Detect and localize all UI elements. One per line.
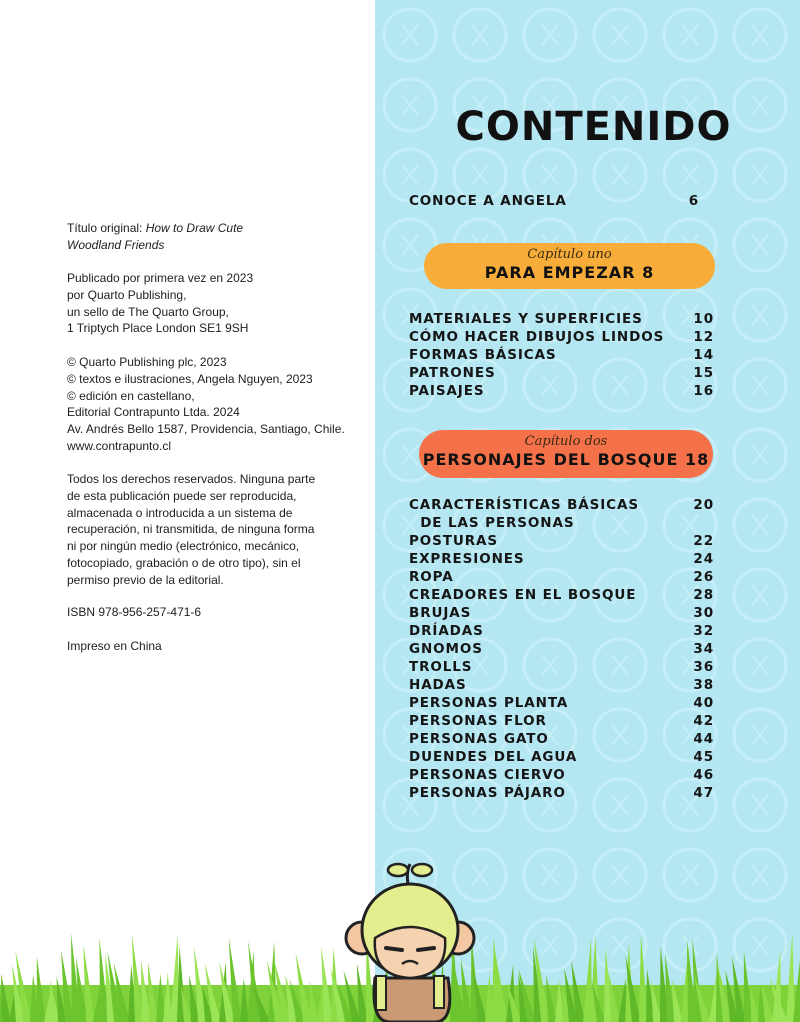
toc-entry-intro[interactable] (409, 193, 699, 211)
toc-entry-page: 45 (693, 749, 714, 765)
toc-entry[interactable] (409, 605, 714, 623)
toc-entry-page: 44 (693, 731, 714, 747)
copyright-line: © edición en castellano, (67, 388, 195, 403)
chapter2-heading[interactable] (419, 430, 713, 478)
toc-entry-label: DUENDES DEL AGUA (409, 749, 578, 765)
toc-entry-page: 10 (693, 311, 714, 327)
toc-entry-page: 14 (693, 347, 714, 363)
toc-entry[interactable] (409, 641, 714, 659)
toc-entry[interactable] (409, 551, 714, 569)
toc-entry-label: PERSONAS PÁJARO (409, 785, 566, 801)
toc-entry[interactable] (409, 623, 714, 641)
rights-line: fotocopiado, grabación o de otro tipo), sin el (67, 555, 301, 570)
rights-block (67, 471, 357, 589)
chapter1-heading[interactable] (424, 243, 715, 289)
chapter2-title: PERSONAJES DEL BOSQUE 18 (422, 450, 710, 469)
original-title-label: Título original: (67, 221, 143, 235)
publication-line: Publicado por primera vez en 2023 (67, 271, 254, 285)
toc-entry[interactable] (409, 713, 714, 731)
toc-entry-page: 28 (693, 587, 714, 603)
toc-entry-page: 12 (693, 329, 714, 345)
toc-entry-label: PERSONAS CIERVO (409, 767, 566, 783)
toc-entry[interactable] (409, 533, 714, 551)
publication-line: 1 Triptych Place London SE1 9SH (67, 321, 249, 336)
toc-entry-label: GNOMOS (409, 641, 483, 657)
copyright-line: © textos e ilustraciones, Angela Nguyen, 2023 (67, 371, 313, 386)
copyright-block (67, 354, 357, 455)
toc-entry-label: PAISAJES (409, 383, 485, 399)
toc-entry[interactable] (409, 311, 714, 329)
toc-entry-label: POSTURAS (409, 533, 499, 549)
chapter1-caption: Capítulo uno (527, 247, 612, 262)
rights-line: de esta publicación puede ser reproducida, (67, 488, 297, 503)
copyright-line: Av. Andrés Bello 1587, Providencia, Santiago, Chile. (67, 422, 345, 437)
toc-entry-label: PERSONAS FLOR (409, 713, 547, 729)
toc-entry[interactable] (409, 569, 714, 587)
toc-entry-page: 16 (693, 383, 714, 399)
toc-entry-label: CARACTERÍSTICAS BÁSICAS (409, 497, 639, 513)
toc-entry-page: 6 (688, 193, 699, 209)
toc-entry[interactable] (409, 497, 714, 515)
printed-in: Impreso en China (67, 639, 162, 653)
toc-entry-page: 22 (693, 533, 714, 549)
rights-line: recuperación, ni transmitida, de ninguna forma (67, 522, 315, 537)
toc-entry-page: 36 (693, 659, 714, 675)
chapter2-caption: Capítulo dos (524, 434, 608, 449)
toc-entry-label: DE LAS PERSONAS (409, 515, 575, 531)
publication-line: por Quarto Publishing, (67, 287, 187, 302)
toc-entry-page: 42 (693, 713, 714, 729)
mascot-illustration (340, 858, 480, 1022)
toc-entry-label: PATRONES (409, 365, 496, 381)
toc-entry-page: 32 (693, 623, 714, 639)
toc-entry[interactable] (409, 347, 714, 365)
original-title-block (67, 220, 357, 254)
toc-entry-page: 47 (693, 785, 714, 801)
chapter1-title: PARA EMPEZAR 8 (484, 263, 655, 282)
toc-entry-label: FORMAS BÁSICAS (409, 347, 557, 363)
copyright-line: Editorial Contrapunto Ltda. 2024 (67, 405, 240, 420)
toc-entry[interactable] (409, 731, 714, 749)
toc-entry[interactable] (409, 515, 714, 533)
toc-entry-label: EXPRESIONES (409, 551, 525, 567)
toc-entry[interactable] (409, 767, 714, 785)
toc-entry-page: 15 (693, 365, 714, 381)
toc-entry-label: PERSONAS GATO (409, 731, 549, 747)
toc-entry-label: PERSONAS PLANTA (409, 695, 569, 711)
original-title-line1: How to Draw Cute (145, 221, 244, 235)
toc-title: CONTENIDO (455, 104, 732, 150)
toc-entry[interactable] (409, 587, 714, 605)
publication-block (67, 270, 357, 337)
toc-entry-label: CREADORES EN EL BOSQUE (409, 587, 637, 603)
toc-entry-label: MATERIALES Y SUPERFICIES (409, 311, 643, 327)
toc-entry-page: 38 (693, 677, 714, 693)
copyright-line: www.contrapunto.cl (67, 438, 172, 453)
toc-entry[interactable] (409, 785, 714, 803)
toc-entry-label: ROPA (409, 569, 454, 585)
rights-line: ni por ningún medio (electrónico, mecánico, (67, 539, 300, 554)
toc-entry-page: 26 (693, 569, 714, 585)
toc-entry[interactable] (409, 659, 714, 677)
toc-entry-page: 20 (693, 497, 714, 513)
toc-entry-page: 30 (693, 605, 714, 621)
rights-line: permiso previo de la editorial. (67, 572, 224, 587)
toc-entry-label: CONOCE A ANGELA (409, 193, 567, 209)
toc-entry[interactable] (409, 677, 714, 695)
toc-entry[interactable] (409, 749, 714, 767)
original-title-line2: Woodland Friends (67, 237, 165, 252)
toc-entry-label: CÓMO HACER DIBUJOS LINDOS (409, 329, 665, 345)
toc-entry-label: BRUJAS (409, 605, 472, 621)
left-page (0, 0, 375, 1022)
toc-entry-page: 46 (693, 767, 714, 783)
rights-line: almacenada o introducida a un sistema de (67, 505, 293, 520)
toc-entry-label: TROLLS (409, 659, 473, 675)
toc-entry-label: DRÍADAS (409, 623, 484, 639)
toc-entry[interactable] (409, 329, 714, 347)
toc-entry-page: 34 (693, 641, 714, 657)
toc-entry[interactable] (409, 365, 714, 383)
toc-entry-label: HADAS (409, 677, 467, 693)
toc-entry-page: 24 (693, 551, 714, 567)
copyright-line: © Quarto Publishing plc, 2023 (67, 355, 227, 369)
toc-entry-page: 40 (693, 695, 714, 711)
toc-entry[interactable] (409, 695, 714, 713)
toc-entry[interactable] (409, 383, 714, 401)
rights-line: Todos los derechos reservados. Ninguna parte (67, 472, 316, 486)
isbn: ISBN 978-956-257-471-6 (67, 605, 202, 619)
publication-line: un sello de The Quarto Group, (67, 304, 229, 319)
